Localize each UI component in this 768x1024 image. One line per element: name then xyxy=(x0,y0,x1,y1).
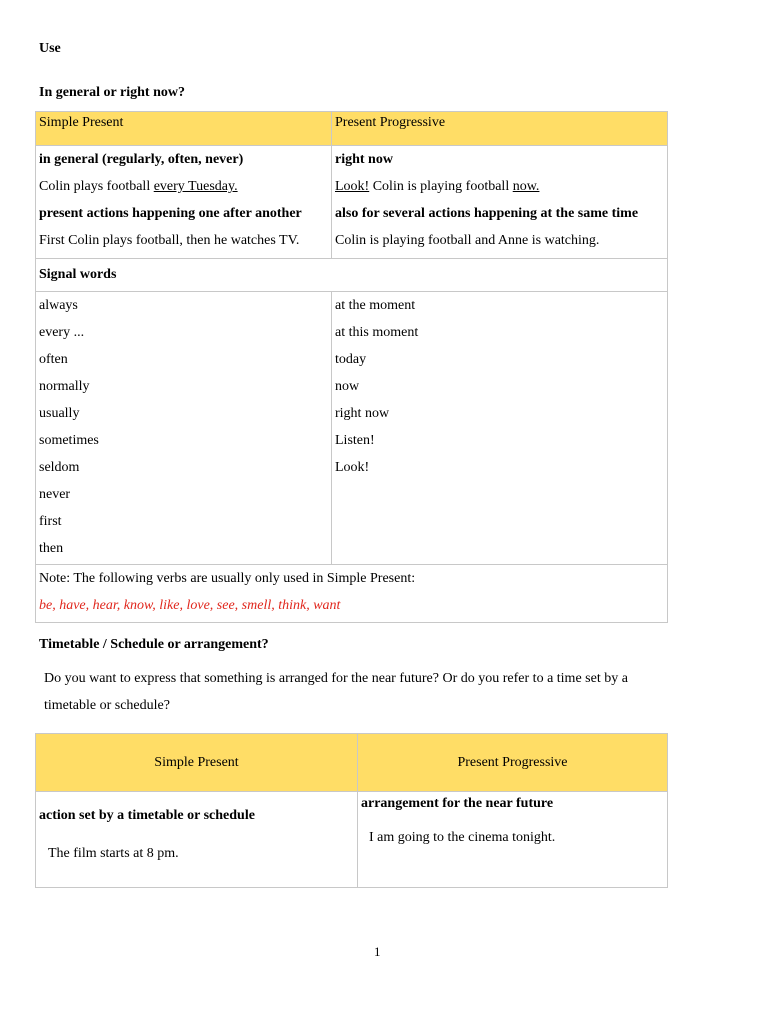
question-line-1: Do you want to express that something is arranged for the near future? Or do you refer to a time set by a xyxy=(44,671,628,686)
example-text: Colin plays football xyxy=(39,179,154,194)
signal-word: every ... xyxy=(39,325,85,340)
simple-present-example-2: First Colin plays football, then he watches TV. xyxy=(39,233,300,248)
signal-word: seldom xyxy=(39,460,80,475)
header-present-progressive: Present Progressive xyxy=(332,112,668,146)
signal-words-simple-present xyxy=(36,292,332,565)
note-verbs: be, have, hear, know, like, love, see, smell, think, want xyxy=(39,598,341,613)
present-progressive-usage-cell xyxy=(332,146,668,259)
signal-word: at the moment xyxy=(335,298,416,313)
simple-present-rule: action set by a timetable or schedule xyxy=(39,808,255,823)
note-cell xyxy=(36,565,668,623)
signal-word: Look! xyxy=(335,460,370,475)
present-progressive-example: I am going to the cinema tonight. xyxy=(369,830,556,845)
signal-word: always xyxy=(39,298,78,313)
signal-word: first xyxy=(39,514,62,529)
signal-words-title-row xyxy=(36,259,668,292)
heading-general-or-now: In general or right now? xyxy=(39,85,185,100)
signal-word: usually xyxy=(39,406,80,421)
example-text: Colin is playing football xyxy=(369,179,513,194)
signal-words-label: Signal words xyxy=(39,267,117,282)
signal-words-left-list xyxy=(39,292,328,562)
simple-present-example-1 xyxy=(39,173,328,200)
simple-present-example: The film starts at 8 pm. xyxy=(48,846,179,861)
signal-word: sometimes xyxy=(39,433,99,448)
signal-word: Listen! xyxy=(335,433,375,448)
example-underlined: Look! xyxy=(335,179,370,194)
present-progressive-rule-1: right now xyxy=(335,152,393,167)
heading-use: Use xyxy=(39,41,61,56)
example-underlined: every Tuesday. xyxy=(153,179,238,194)
note-row xyxy=(36,565,668,623)
present-progressive-example-1 xyxy=(335,173,664,200)
present-progressive-timetable-cell xyxy=(358,792,668,888)
page-number: 1 xyxy=(374,944,381,959)
present-progressive-rule: arrangement for the near future xyxy=(361,796,554,811)
note-text: Note: The following verbs are usually only used in Simple Present: xyxy=(39,571,416,586)
simple-present-rule-2: present actions happening one after another xyxy=(39,206,302,221)
simple-present-usage-cell xyxy=(36,146,332,259)
present-progressive-rule-2: also for several actions happening at the same time xyxy=(335,206,639,221)
header-simple-present: Simple Present xyxy=(36,112,332,146)
signal-words-title xyxy=(36,259,668,292)
present-progressive-example-2: Colin is playing football and Anne is watching. xyxy=(335,233,600,248)
signal-words-row xyxy=(36,292,668,565)
usage-row xyxy=(36,146,668,259)
simple-present-rule-1: in general (regularly, often, never) xyxy=(39,152,244,167)
signal-word: at this moment xyxy=(335,325,419,340)
signal-word: now xyxy=(335,379,360,394)
signal-word: today xyxy=(335,352,367,367)
usage-table-header-row xyxy=(36,112,668,146)
signal-word: never xyxy=(39,487,71,502)
timetable-table-header-row xyxy=(36,734,668,792)
simple-present-timetable-cell xyxy=(36,792,358,888)
signal-words-present-progressive xyxy=(332,292,668,565)
usage-table xyxy=(35,111,668,623)
header-simple-present: Simple Present xyxy=(36,734,358,792)
timetable-row xyxy=(36,792,668,888)
header-present-progressive: Present Progressive xyxy=(358,734,668,792)
signal-word: right now xyxy=(335,406,390,421)
signal-word: often xyxy=(39,352,68,367)
heading-timetable: Timetable / Schedule or arrangement? xyxy=(39,637,269,652)
signal-words-right-list xyxy=(335,292,664,481)
example-underlined: now. xyxy=(512,179,540,194)
timetable-table xyxy=(35,733,668,888)
question-line-2: timetable or schedule? xyxy=(44,698,170,713)
signal-word: normally xyxy=(39,379,90,394)
signal-word: then xyxy=(39,541,64,556)
